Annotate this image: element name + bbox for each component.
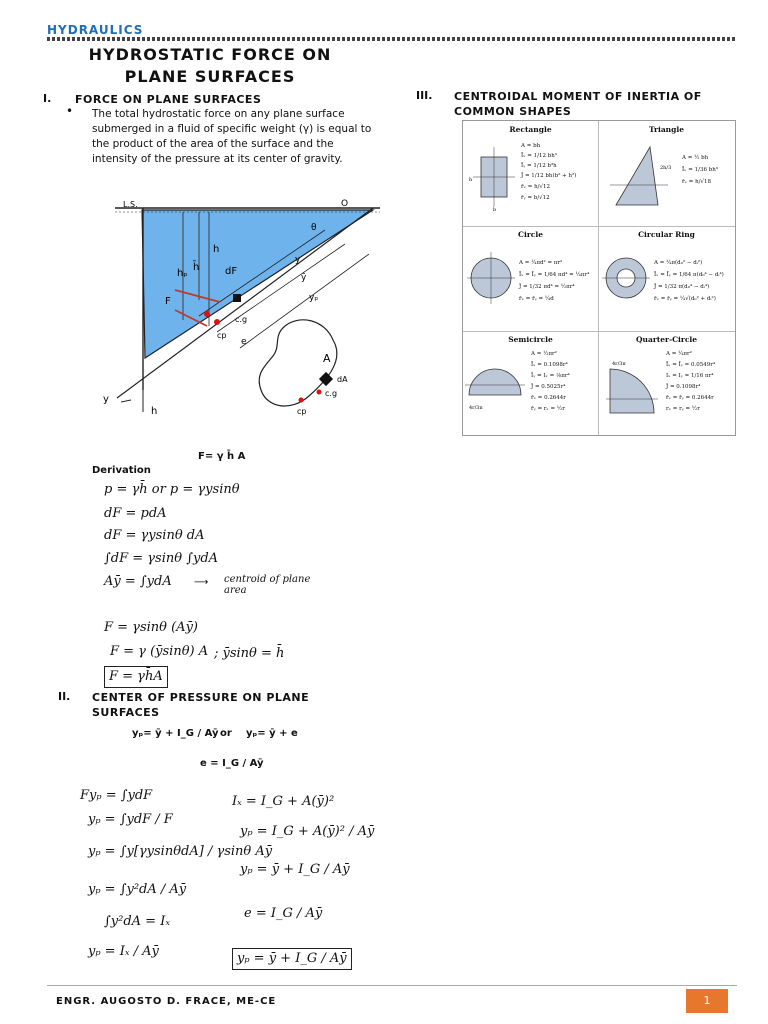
derivation-line-5: Aȳ = ∫ydA — [104, 574, 172, 589]
semicircle-shape-icon — [465, 355, 527, 419]
derivation-side-note: ; ȳsinθ = h̄ — [214, 646, 285, 661]
semi-formula-3: Īᵧ = Iₓ = ⅛πr⁴ — [531, 373, 570, 379]
derivation-line-6: F = γsinθ (Aȳ) — [104, 620, 198, 635]
shape-cell-circular-ring — [598, 226, 735, 332]
section-1-title: FORCE ON PLANE SURFACES — [75, 93, 262, 106]
moment-of-inertia-table — [462, 120, 736, 436]
rect-formula-1: A = bh — [521, 143, 541, 149]
cp-left-line-2: yₚ = ∫ydF / F — [88, 812, 173, 827]
quarter-circle-shape-icon — [600, 353, 662, 423]
rect-formula-6: r̄ᵧ = b/√12 — [521, 195, 550, 201]
tri-formula-2: Īₓ = 1/36 bh³ — [682, 167, 718, 173]
shape-cell-quarter-circle — [598, 331, 735, 435]
circle-formula-4: r̄ₓ = r̄ᵧ = ¼d — [519, 296, 554, 302]
yp-label: yₚ — [309, 293, 319, 303]
center-pressure-eq-1: yₚ= ȳ + I_G / Aȳ — [132, 728, 219, 739]
semi-dim-label: 4r/3π — [469, 405, 483, 411]
cp-left-line-6: yₚ = Iₓ / Aȳ — [88, 944, 159, 959]
centroid-note: centroid of plane area — [224, 574, 311, 596]
ring-formula-2: Īₓ = Īᵧ = 1/64 π(d₀⁴ − dᵢ⁴) — [654, 272, 724, 278]
ring-shape-icon — [602, 246, 652, 316]
derivation-line-3: dF = γysinθ dA — [104, 528, 205, 543]
hydrostatic-force-diagram — [95, 190, 385, 430]
h-axis-label: h — [151, 406, 158, 417]
footer-divider — [47, 985, 737, 986]
ring-formula-1: A = ¼π(d₀² − dᵢ²) — [654, 260, 703, 266]
y-axis-label: y — [103, 394, 109, 405]
centroid-label: c.g — [235, 315, 248, 324]
shape-pressure-center-label: cp — [297, 407, 307, 416]
shape-name-semicircle: Semicircle — [508, 335, 553, 344]
shape-name-triangle: Triangle — [648, 125, 684, 134]
qc-formula-6: rₓ = rᵧ = ½r — [666, 406, 700, 412]
shape-cell-semicircle — [463, 331, 599, 435]
semi-formula-6: r̄ᵧ = rₓ = ½r — [531, 406, 565, 412]
derivation-line-1: p = γh̄ or p = γysinθ — [104, 482, 240, 497]
shape-name-quarter-circle: Quarter-Circle — [635, 335, 698, 344]
qc-formula-3: Iₓ = Iᵧ = 1/16 πr⁴ — [666, 373, 714, 379]
cp-left-line-4: yₚ = ∫y²dA / Aȳ — [88, 882, 187, 897]
semi-formula-4: J̄ = 0.5025r⁴ — [531, 384, 566, 390]
shape-cell-triangle — [598, 121, 735, 227]
ring-formula-3: J̄ = 1/32 π(d₀⁴ − dᵢ⁴) — [654, 284, 710, 290]
center-pressure-eq-2: yₚ= ȳ + e — [246, 728, 298, 739]
tri-formula-3: r̄ₓ = h/√18 — [682, 179, 711, 185]
shape-centroid-label: c.g — [325, 389, 338, 398]
circle-formula-2: Īₓ = Īᵧ = 1/64 πd⁴ = ¼πr⁴ — [519, 272, 590, 278]
rect-formula-3: Īᵧ = 1/12 b³h — [521, 163, 557, 169]
cp-right-line-3: yₚ = ȳ + I_G / Aȳ — [240, 862, 350, 877]
footer-author: ENGR. AUGOSTO D. FRACE, ME-CE — [56, 996, 277, 1007]
eccentricity-eq: e = I_G / Aȳ — [200, 758, 264, 769]
or-label: or — [220, 728, 232, 739]
cp-right-line-4: e = I_G / Aȳ — [244, 906, 323, 921]
section-2-number: II. — [58, 690, 71, 703]
shape-name-circular-ring: Circular Ring — [638, 230, 695, 239]
angle-label: θ — [311, 223, 317, 233]
force-element-label: dF — [225, 266, 238, 277]
centroid-depth-label: h̄ — [193, 262, 200, 273]
shape-name-circle: Circle — [518, 230, 543, 239]
circle-shape-icon — [467, 246, 517, 316]
semi-formula-1: A = ½πr² — [531, 351, 557, 357]
ring-formula-4: r̄ₓ = r̄ᵧ = ¼√(d₀² + dᵢ²) — [654, 296, 716, 302]
derivation-title: Derivation — [92, 465, 151, 476]
qc-formula-2: Īₓ = Īᵧ = 0.0549r⁴ — [666, 362, 716, 368]
triangle-shape-icon — [606, 143, 676, 215]
depth-label: h — [213, 244, 220, 255]
rect-formula-5: r̄ₓ = h/√12 — [521, 184, 550, 190]
header-divider — [47, 37, 737, 41]
total-force-label: F — [165, 296, 171, 307]
cp-right-line-2: yₚ = I_G + A(ȳ)² / Aȳ — [240, 824, 375, 839]
qc-formula-4: J̄ = 0.1098r⁴ — [666, 384, 701, 390]
area-element-label: dA — [337, 375, 348, 384]
page-number-badge: 1 — [686, 989, 728, 1013]
cp-right-line-1: Iₓ = I_G + A(ȳ)² — [232, 794, 335, 809]
eccentricity-label: e — [241, 337, 247, 347]
cp-result-box: yₚ = ȳ + I_G / Aȳ — [232, 948, 352, 970]
page-title: HYDROSTATIC FORCE ON PLANE SURFACES — [88, 45, 332, 86]
arrow-icon: ⟶ — [194, 577, 209, 588]
ybar-label: ȳ — [301, 273, 307, 283]
y-distance-label: y — [295, 255, 301, 265]
qc-formula-1: A = ¼πr² — [666, 351, 692, 357]
rect-b-label: b — [493, 207, 497, 213]
shape-cell-circle — [463, 226, 599, 332]
tri-height-label: 2h/3 — [660, 165, 672, 171]
rect-formula-2: Īₓ = 1/12 bh³ — [521, 153, 557, 159]
area-label: A — [323, 352, 331, 365]
section-2-title: CENTER OF PRESSURE ON PLANE SURFACES — [92, 691, 310, 719]
circle-formula-1: A = ¼πd² = πr² — [519, 260, 563, 266]
tri-formula-1: A = ½ bh — [682, 155, 709, 161]
derivation-result-box: F = γh̄A — [104, 666, 168, 688]
semi-formula-2: Īₓ = 0.1098r⁴ — [531, 362, 568, 368]
rect-h-label: h — [469, 177, 473, 183]
section-1-text: The total hydrostatic force on any plane surface submerged in a fluid of specific weight (γ) is equal to the product of the area of the surface and the intensity of the pressure at its center of gravity. — [92, 108, 372, 165]
cp-left-line-5: ∫y²dA = Iₓ — [104, 914, 170, 929]
section-3-number: III. — [416, 89, 433, 102]
derivation-line-7: F = γ (ȳsinθ) A — [110, 644, 209, 659]
free-surface-label: L.S. — [123, 200, 138, 209]
bullet-dot-icon: • — [66, 104, 74, 118]
rect-formula-4: J̄ = 1/12 bh(b² + h²) — [521, 173, 577, 179]
rectangle-shape-icon — [469, 143, 519, 213]
qc-formula-5: r̄ₓ = r̄ᵧ = 0.2644r — [666, 395, 714, 401]
cp-left-line-1: Fyₚ = ∫ydF — [80, 788, 153, 803]
derivation-line-4: ∫dF = γsinθ ∫ydA — [104, 551, 219, 566]
origin-label: O — [341, 199, 349, 209]
circle-formula-3: J̄ = 1/32 πd⁴ = ½πr⁴ — [519, 284, 575, 290]
force-formula: F= γ h̄ A — [198, 451, 246, 462]
pressure-center-label: cp — [217, 331, 227, 340]
section-3-title: CENTROIDAL MOMENT OF INERTIA OF COMMON SHAPES — [454, 90, 702, 118]
section-1-number: I. — [43, 92, 52, 105]
qc-dim-label: 4r/3π — [612, 361, 626, 367]
shape-name-rectangle: Rectangle — [509, 125, 552, 134]
pressure-depth-label: hₚ — [177, 268, 188, 279]
cp-left-line-3: yₚ = ∫y[γysinθdA] / γsinθ Aȳ — [88, 844, 273, 859]
shape-cell-rectangle — [463, 121, 599, 227]
derivation-line-2: dF = pdA — [104, 506, 167, 521]
document-header-label: HYDRAULICS — [47, 23, 144, 37]
semi-formula-5: r̄ₓ = 0.2644r — [531, 395, 566, 401]
